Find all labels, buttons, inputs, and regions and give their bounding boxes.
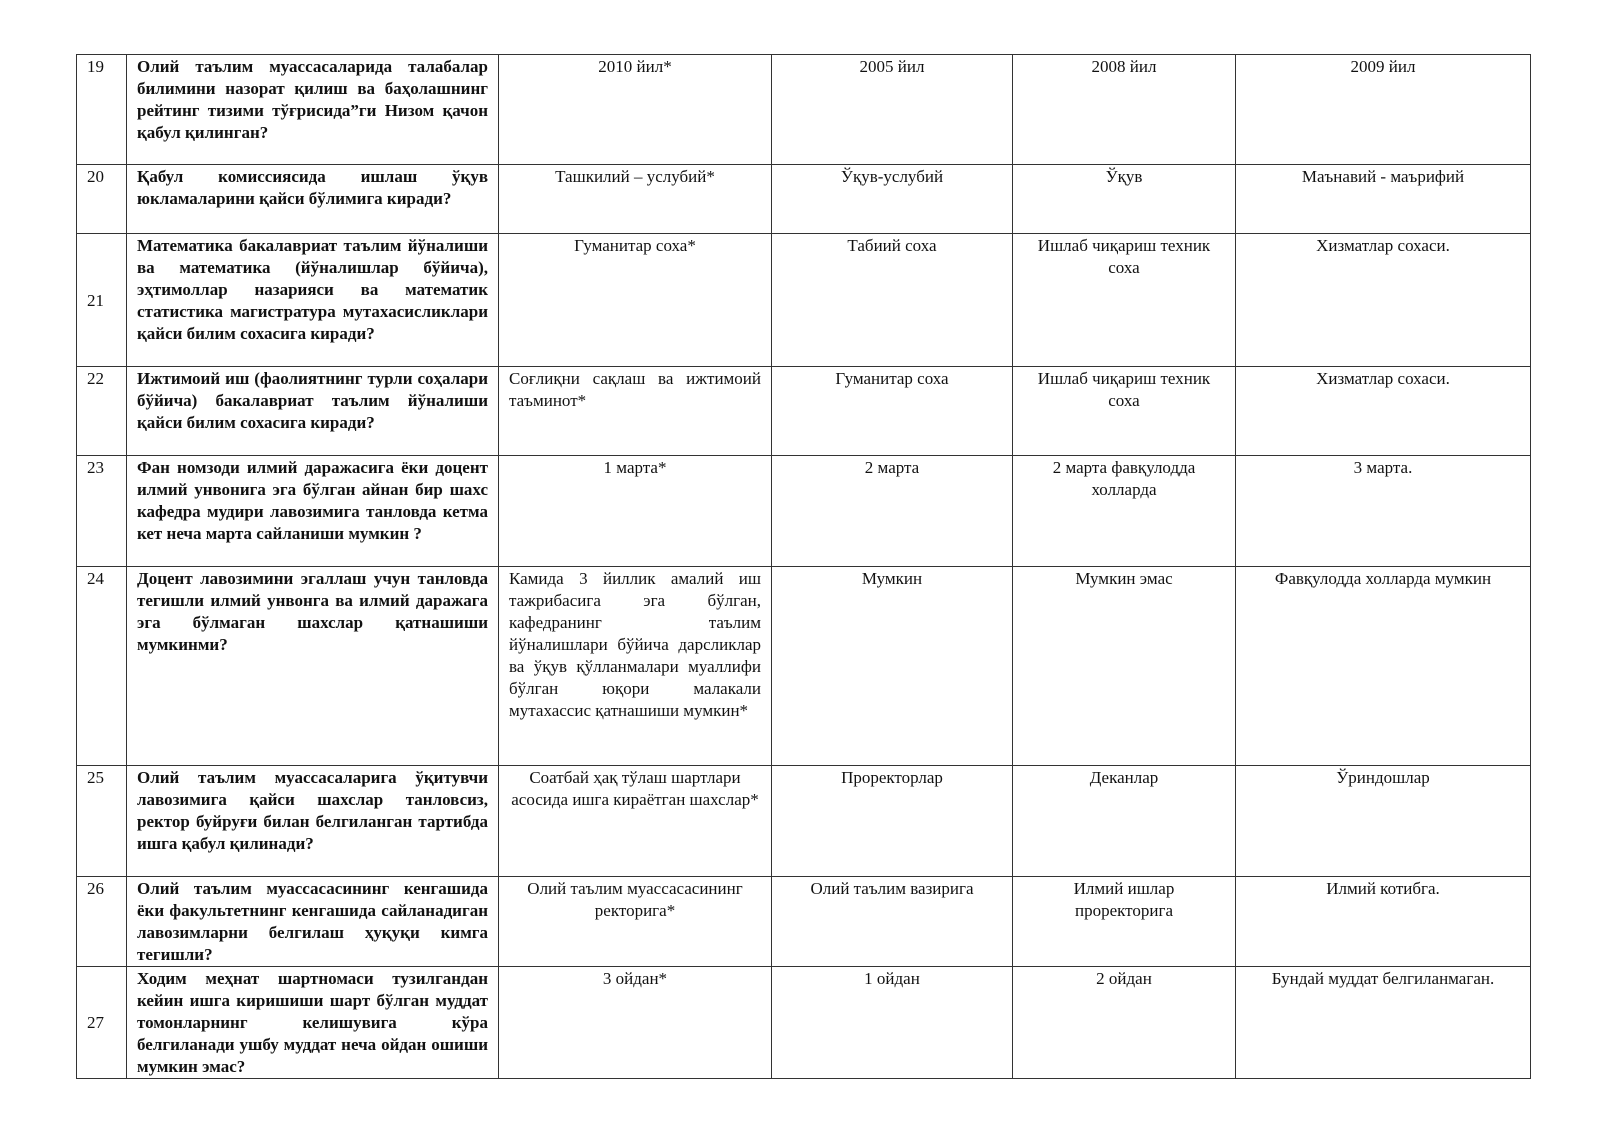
- answer-option-3: Ўқув: [1013, 165, 1236, 234]
- question-number: 22: [77, 367, 127, 456]
- question-text: Математика бакалавриат таълим йўналиши ва математика (йўналишлар бўйича), эҳтимоллар назарияси ва математик статистика магистратура мутахасисликлари қайси билим сохасига киради?: [127, 234, 499, 367]
- answer-option-2: Ўқув-услубий: [772, 165, 1013, 234]
- question-row-19: [77, 55, 1531, 165]
- question-row-26: [77, 877, 1531, 967]
- document-page: [76, 54, 1530, 1079]
- answer-option-1: Гуманитар соха*: [499, 234, 772, 367]
- question-number: 24: [77, 567, 127, 766]
- answer-option-3: 2 марта фавқулодда холларда: [1013, 456, 1236, 567]
- answer-option-4: 2009 йил: [1236, 55, 1531, 165]
- question-row-23: [77, 456, 1531, 567]
- answer-option-1: 3 ойдан*: [499, 967, 772, 1079]
- question-number: 26: [77, 877, 127, 967]
- question-number: 20: [77, 165, 127, 234]
- question-number: 23: [77, 456, 127, 567]
- answer-option-3: 2008 йил: [1013, 55, 1236, 165]
- answer-option-2: 1 ойдан: [772, 967, 1013, 1079]
- question-text: Ижтимоий иш (фаолиятнинг турли соҳалари бўйича) бакалавриат таълим йўналиши қайси билим сохасига киради?: [127, 367, 499, 456]
- answer-option-2: Гуманитар соха: [772, 367, 1013, 456]
- question-text: Доцент лавозимини эгаллаш учун танловда тегишли илмий унвонга ва илмий даражага эга бўлмаган шахслар қатнашиши мумкинми?: [127, 567, 499, 766]
- answer-option-2: Мумкин: [772, 567, 1013, 766]
- answer-option-1: Соғлиқни сақлаш ва ижтимоий таъминот*: [499, 367, 772, 456]
- question-text: Фан номзоди илмий даражасига ёки доцент илмий унвонига эга бўлган айнан бир шахс кафедра мудири лавозимига танловда кетма кет неча марта сайланиши мумкин ?: [127, 456, 499, 567]
- answer-option-1: Олий таълим муассасасининг ректорига*: [499, 877, 772, 967]
- question-text: Олий таълим муассасасининг кенгашида ёки факультетнинг кенгашида сайланадиган лавозимларни белгилаш ҳуқуқи кимга тегишли?: [127, 877, 499, 967]
- question-row-22: [77, 367, 1531, 456]
- answer-option-1: Камида 3 йиллик амалий иш тажрибасига эга бўлган, кафедранинг таълим йўналишлари бўйича дарсликлар ва ўқув қўлланмалари муаллифи бўлган юқори малакали мутахассис қатнашиши мумкин*: [499, 567, 772, 766]
- answer-option-4: Фавқулодда холларда мумкин: [1236, 567, 1531, 766]
- question-row-25: [77, 766, 1531, 877]
- question-row-24: [77, 567, 1531, 766]
- question-row-21: [77, 234, 1531, 367]
- answer-option-4: Бундай муддат белгиланмаган.: [1236, 967, 1531, 1079]
- answer-option-3: 2 ойдан: [1013, 967, 1236, 1079]
- answer-option-1: Ташкилий – услубий*: [499, 165, 772, 234]
- answer-option-2: Олий таълим вазирига: [772, 877, 1013, 967]
- answer-option-2: Табиий соха: [772, 234, 1013, 367]
- questions-table: [76, 54, 1531, 1079]
- question-number: 19: [77, 55, 127, 165]
- question-row-27: [77, 967, 1531, 1079]
- answer-option-4: Хизматлар сохаси.: [1236, 234, 1531, 367]
- answer-option-4: 3 марта.: [1236, 456, 1531, 567]
- question-number: 21: [77, 234, 127, 367]
- question-text: Қабул комиссиясида ишлаш ўқув юкламаларини қайси бўлимига киради?: [127, 165, 499, 234]
- answer-option-2: 2 марта: [772, 456, 1013, 567]
- answer-option-3: Ишлаб чиқариш техник соха: [1013, 367, 1236, 456]
- answer-option-1: 2010 йил*: [499, 55, 772, 165]
- answer-option-3: Ишлаб чиқариш техник соха: [1013, 234, 1236, 367]
- answer-option-2: Проректорлар: [772, 766, 1013, 877]
- answer-option-1: Соатбай ҳақ тўлаш шартлари асосида ишга кираётган шахслар*: [499, 766, 772, 877]
- question-number: 25: [77, 766, 127, 877]
- question-text: Ходим меҳнат шартномаси тузилгандан кейин ишга киришиши шарт бўлган муддат томонларнинг келишувига кўра белгиланади ушбу муддат неча ойдан ошиши мумкин эмас?: [127, 967, 499, 1079]
- question-number: 27: [77, 967, 127, 1079]
- answer-option-4: Ўриндошлар: [1236, 766, 1531, 877]
- answer-option-3: Илмий ишлар проректорига: [1013, 877, 1236, 967]
- answer-option-2: 2005 йил: [772, 55, 1013, 165]
- answer-option-1: 1 марта*: [499, 456, 772, 567]
- answer-option-3: Мумкин эмас: [1013, 567, 1236, 766]
- answer-option-4: Хизматлар сохаси.: [1236, 367, 1531, 456]
- answer-option-3: Деканлар: [1013, 766, 1236, 877]
- question-row-20: [77, 165, 1531, 234]
- answer-option-4: Маънавий - маърифий: [1236, 165, 1531, 234]
- answer-option-4: Илмий котибга.: [1236, 877, 1531, 967]
- question-text: Олий таълим муассасаларига ўқитувчи лавозимига қайси шахслар танловсиз, ректор буйруғи билан белгиланган тартибда ишга қабул қилинади?: [127, 766, 499, 877]
- question-text: Олий таълим муассасаларида талабалар билимини назорат қилиш ва баҳолашнинг рейтинг тизими тўғрисида”ги Низом қачон қабул қилинган?: [127, 55, 499, 165]
